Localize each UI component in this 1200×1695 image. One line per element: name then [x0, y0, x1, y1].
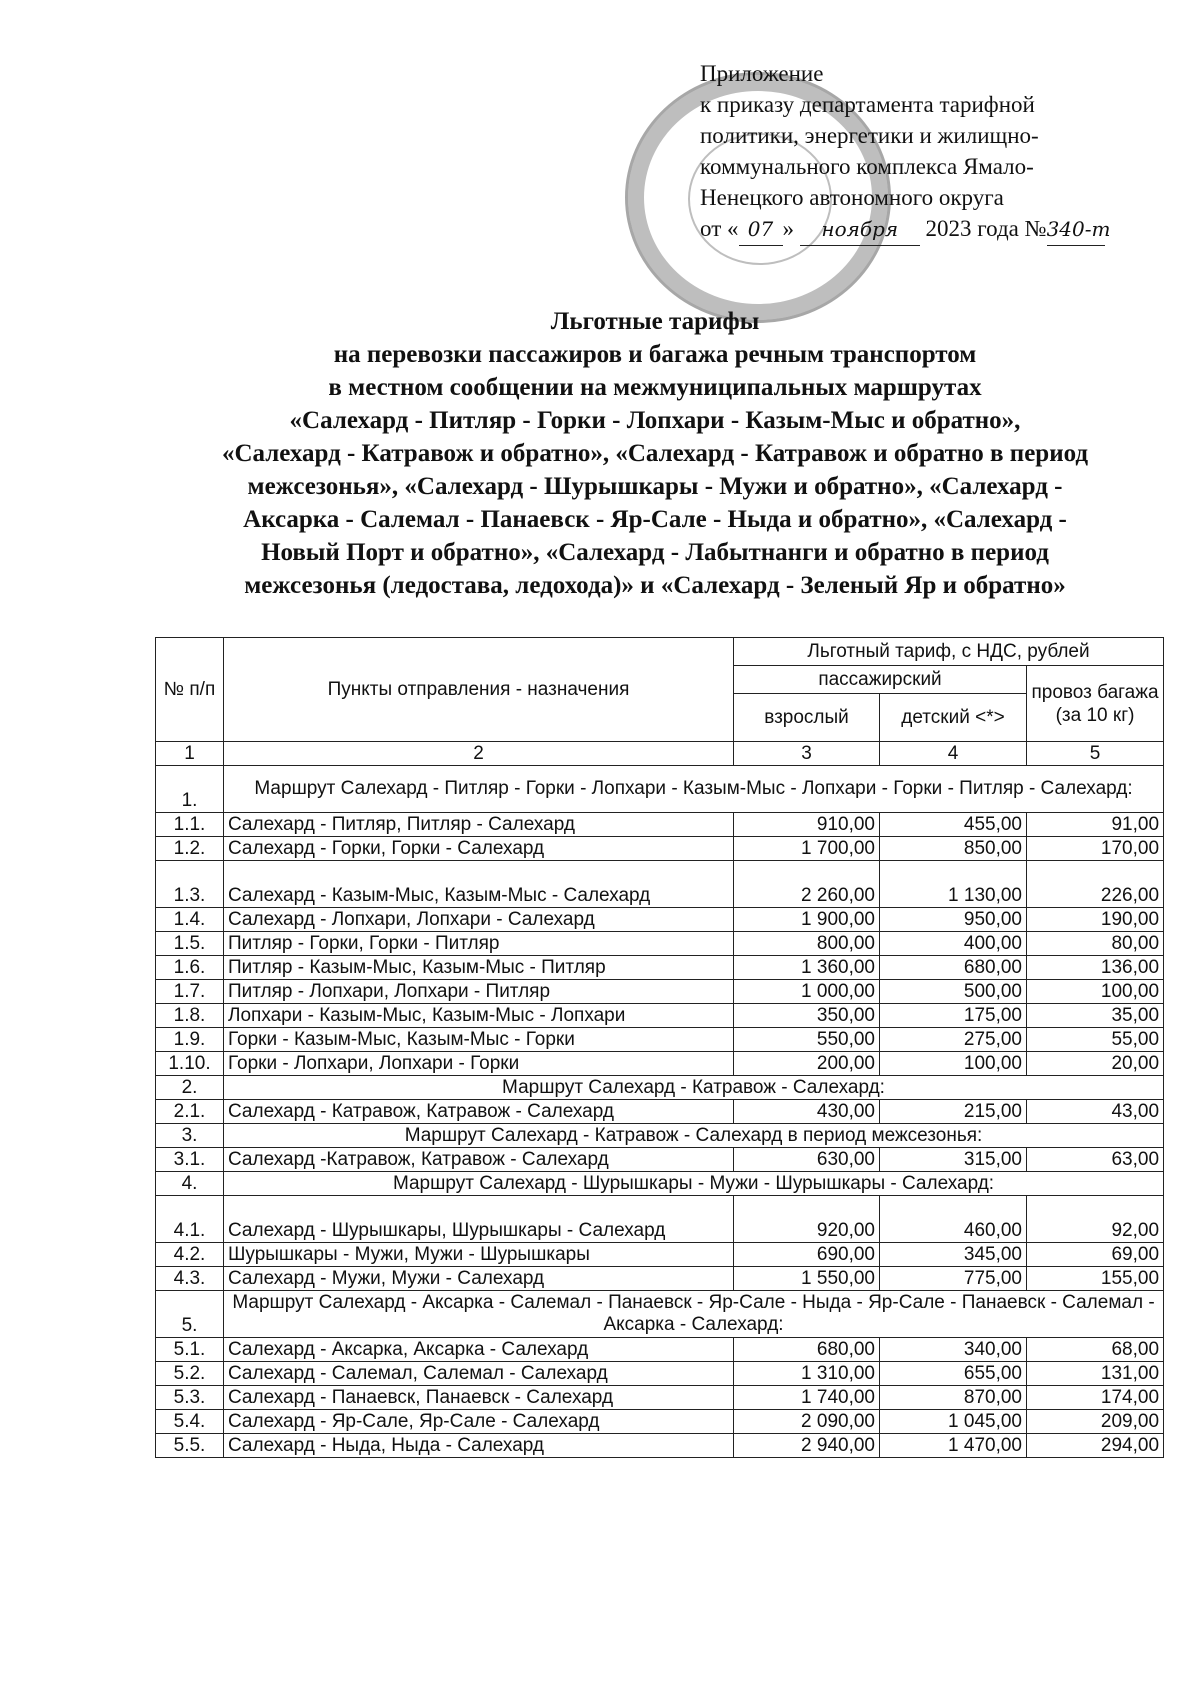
table-row: [156, 1052, 1164, 1076]
route-group-row: [156, 1124, 1164, 1148]
group-number: 1.: [156, 766, 224, 813]
table-row: [156, 1148, 1164, 1172]
route-name: Лопхари - Казым-Мыс, Казым-Мыс - Лопхари: [224, 1004, 734, 1028]
row-number: 1.8.: [156, 1004, 224, 1028]
adult-fare: 1 700,00: [734, 837, 880, 861]
adult-fare: 200,00: [734, 1052, 880, 1076]
adult-fare: 1 000,00: [734, 980, 880, 1004]
baggage-fare: 35,00: [1027, 1004, 1164, 1028]
adult-fare: 910,00: [734, 813, 880, 837]
adult-fare: 2 940,00: [734, 1434, 880, 1458]
row-number: 1.4.: [156, 908, 224, 932]
table-row: [156, 1386, 1164, 1410]
column-index: 4: [880, 742, 1027, 766]
title-line: Новый Порт и обратно», «Салехард - Лабытнанги и обратно в период: [261, 539, 1049, 566]
appendix-line: к приказу департамента тарифной: [700, 92, 1035, 117]
baggage-fare: 100,00: [1027, 980, 1164, 1004]
table-body: [156, 766, 1164, 1458]
route-name: Горки - Лопхари, Лопхари - Горки: [224, 1052, 734, 1076]
row-number: 1.6.: [156, 956, 224, 980]
title-line: «Салехард - Катравож и обратно», «Салехард - Катравож и обратно в период: [221, 440, 1089, 467]
child-fare: 455,00: [880, 813, 1027, 837]
table-row: [156, 1434, 1164, 1458]
adult-fare: 550,00: [734, 1028, 880, 1052]
row-number: 1.9.: [156, 1028, 224, 1052]
route-name: Салехард - Питляр, Питляр - Салехард: [224, 813, 734, 837]
baggage-fare: 55,00: [1027, 1028, 1164, 1052]
route-name: Салехард - Казым-Мыс, Казым-Мыс - Салехард: [224, 861, 734, 908]
column-index: 3: [734, 742, 880, 766]
route-name: Салехард - Панаевск, Панаевск - Салехард: [224, 1386, 734, 1410]
baggage-fare: 91,00: [1027, 813, 1164, 837]
child-fare: 680,00: [880, 956, 1027, 980]
route-name: Салехард - Яр-Сале, Яр-Сале - Салехард: [224, 1410, 734, 1434]
group-title: Маршрут Салехард - Катравож - Салехард:: [224, 1076, 1164, 1100]
appendix-date-line: [700, 213, 1160, 246]
row-number: 1.7.: [156, 980, 224, 1004]
route-group-row: [156, 766, 1164, 813]
table-row: [156, 932, 1164, 956]
column-index: 1: [156, 742, 224, 766]
child-fare: 950,00: [880, 908, 1027, 932]
child-fare: 400,00: [880, 932, 1027, 956]
child-fare: 275,00: [880, 1028, 1027, 1052]
adult-fare: 630,00: [734, 1148, 880, 1172]
baggage-fare: 80,00: [1027, 932, 1164, 956]
adult-fare: 1 360,00: [734, 956, 880, 980]
appendix-line: Ненецкого автономного округа: [700, 185, 1004, 210]
row-number: 1.2.: [156, 837, 224, 861]
title-line: межсезонья», «Салехард - Шурышкары - Мужи и обратно», «Салехард -: [247, 473, 1063, 500]
baggage-fare: 136,00: [1027, 956, 1164, 980]
route-name: Питляр - Горки, Горки - Питляр: [224, 932, 734, 956]
row-number: 5.1.: [156, 1338, 224, 1362]
baggage-fare: 155,00: [1027, 1267, 1164, 1291]
row-number: 5.5.: [156, 1434, 224, 1458]
row-number: 1.3.: [156, 861, 224, 908]
header-passenger: пассажирский: [734, 666, 1027, 694]
appendix-line: политики, энергетики и жилищно-: [700, 123, 1039, 148]
group-title: Маршрут Салехард - Катравож - Салехард в период межсезонья:: [224, 1124, 1164, 1148]
order-month: ноября: [800, 214, 920, 246]
row-number: 4.1.: [156, 1196, 224, 1243]
table-row: [156, 1028, 1164, 1052]
table-row: [156, 1004, 1164, 1028]
adult-fare: 350,00: [734, 1004, 880, 1028]
column-index: 5: [1027, 742, 1164, 766]
table-row: [156, 1100, 1164, 1124]
header-tariff: Льготный тариф, с НДС, рублей: [734, 638, 1164, 666]
route-name: Салехард - Салемал, Салемал - Салехард: [224, 1362, 734, 1386]
route-name: Питляр - Лопхари, Лопхари - Питляр: [224, 980, 734, 1004]
child-fare: 1 045,00: [880, 1410, 1027, 1434]
route-name: Салехард - Лопхари, Лопхари - Салехард: [224, 908, 734, 932]
child-fare: 1 470,00: [880, 1434, 1027, 1458]
group-title: Маршрут Салехард - Шурышкары - Мужи - Шурышкары - Салехард:: [224, 1172, 1164, 1196]
row-number: 5.2.: [156, 1362, 224, 1386]
child-fare: 100,00: [880, 1052, 1027, 1076]
adult-fare: 2 090,00: [734, 1410, 880, 1434]
child-fare: 500,00: [880, 980, 1027, 1004]
column-index-row: [156, 742, 1164, 766]
title-line: «Салехард - Питляр - Горки - Лопхари - Казым-Мыс и обратно»,: [289, 407, 1021, 434]
group-number: 4.: [156, 1172, 224, 1196]
title-line: Льготные тарифы: [550, 308, 760, 335]
baggage-fare: 69,00: [1027, 1243, 1164, 1267]
table-header: [156, 638, 1164, 766]
group-number: 2.: [156, 1076, 224, 1100]
row-number: 1.1.: [156, 813, 224, 837]
table-row: [156, 956, 1164, 980]
order-day: 07: [739, 214, 783, 246]
route-group-row: [156, 1076, 1164, 1100]
title-line: в местном сообщении на межмуниципальных маршрутах: [328, 374, 982, 401]
group-number: 3.: [156, 1124, 224, 1148]
adult-fare: 800,00: [734, 932, 880, 956]
baggage-fare: 92,00: [1027, 1196, 1164, 1243]
group-number: 5.: [156, 1291, 224, 1338]
header-adult: взрослый: [734, 694, 880, 742]
adult-fare: 1 900,00: [734, 908, 880, 932]
child-fare: 850,00: [880, 837, 1027, 861]
table-row: [156, 980, 1164, 1004]
column-index: 2: [224, 742, 734, 766]
appendix-line: коммунального комплекса Ямало-: [700, 154, 1034, 179]
title-line: на перевозки пассажиров и багажа речным транспортом: [333, 341, 977, 368]
baggage-fare: 170,00: [1027, 837, 1164, 861]
row-number: 1.10.: [156, 1052, 224, 1076]
baggage-fare: 174,00: [1027, 1386, 1164, 1410]
table-row: [156, 1243, 1164, 1267]
child-fare: 775,00: [880, 1267, 1027, 1291]
child-fare: 460,00: [880, 1196, 1027, 1243]
baggage-fare: 43,00: [1027, 1100, 1164, 1124]
order-number: 340-т: [1047, 214, 1105, 246]
order-year: 2023 года №: [925, 216, 1047, 241]
adult-fare: 1 310,00: [734, 1362, 880, 1386]
table-row: [156, 813, 1164, 837]
route-name: Горки - Казым-Мыс, Казым-Мыс - Горки: [224, 1028, 734, 1052]
adult-fare: 920,00: [734, 1196, 880, 1243]
baggage-fare: 294,00: [1027, 1434, 1164, 1458]
title-line: межсезонья (ледостава, ледохода)» и «Салехард - Зеленый Яр и обратно»: [244, 572, 1066, 599]
child-fare: 345,00: [880, 1243, 1027, 1267]
route-name: Салехард - Ныда, Ныда - Салехард: [224, 1434, 734, 1458]
group-title: Маршрут Салехард - Аксарка - Салемал - Панаевск - Яр-Сале - Ныда - Яр-Сале - Панаевск - Салемал - Аксарка - Салехард:: [224, 1291, 1164, 1338]
table-row: [156, 1362, 1164, 1386]
table-row: [156, 908, 1164, 932]
baggage-fare: 190,00: [1027, 908, 1164, 932]
row-number: 5.3.: [156, 1386, 224, 1410]
table-row: [156, 1410, 1164, 1434]
baggage-fare: 131,00: [1027, 1362, 1164, 1386]
row-number: 4.2.: [156, 1243, 224, 1267]
adult-fare: 1 550,00: [734, 1267, 880, 1291]
route-name: Шурышкары - Мужи, Мужи - Шурышкары: [224, 1243, 734, 1267]
table-row: [156, 1267, 1164, 1291]
route-name: Салехард - Мужи, Мужи - Салехард: [224, 1267, 734, 1291]
table-row: [156, 837, 1164, 861]
date-mid: »: [782, 216, 794, 241]
header-child: детский <*>: [880, 694, 1027, 742]
baggage-fare: 68,00: [1027, 1338, 1164, 1362]
child-fare: 315,00: [880, 1148, 1027, 1172]
header-baggage: провоз багажа (за 10 кг): [1027, 666, 1164, 742]
tariff-table: [155, 637, 1164, 1458]
document-title: [140, 305, 1170, 602]
route-name: Салехард - Катравож, Катравож - Салехард: [224, 1100, 734, 1124]
header-num: № п/п: [156, 638, 224, 742]
adult-fare: 430,00: [734, 1100, 880, 1124]
baggage-fare: 20,00: [1027, 1052, 1164, 1076]
title-line: Аксарка - Салемал - Панаевск - Яр-Сале - Ныда и обратно», «Салехард -: [243, 506, 1067, 533]
baggage-fare: 209,00: [1027, 1410, 1164, 1434]
row-number: 4.3.: [156, 1267, 224, 1291]
row-number: 5.4.: [156, 1410, 224, 1434]
child-fare: 215,00: [880, 1100, 1027, 1124]
child-fare: 655,00: [880, 1362, 1027, 1386]
table-row: [156, 861, 1164, 908]
route-name: Салехард - Горки, Горки - Салехард: [224, 837, 734, 861]
route-name: Питляр - Казым-Мыс, Казым-Мыс - Питляр: [224, 956, 734, 980]
route-name: Салехард -Катравож, Катравож - Салехард: [224, 1148, 734, 1172]
date-prefix: от «: [700, 216, 739, 241]
baggage-fare: 63,00: [1027, 1148, 1164, 1172]
adult-fare: 690,00: [734, 1243, 880, 1267]
adult-fare: 2 260,00: [734, 861, 880, 908]
appendix-line: Приложение: [700, 61, 824, 86]
group-title: Маршрут Салехард - Питляр - Горки - Лопхари - Казым-Мыс - Лопхари - Горки - Питляр - Салехард:: [224, 766, 1164, 813]
baggage-fare: 226,00: [1027, 861, 1164, 908]
table-row: [156, 1196, 1164, 1243]
row-number: 2.1.: [156, 1100, 224, 1124]
route-group-row: [156, 1291, 1164, 1338]
child-fare: 175,00: [880, 1004, 1027, 1028]
adult-fare: 680,00: [734, 1338, 880, 1362]
row-number: 1.5.: [156, 932, 224, 956]
route-name: Салехард - Аксарка, Аксарка - Салехард: [224, 1338, 734, 1362]
child-fare: 1 130,00: [880, 861, 1027, 908]
route-group-row: [156, 1172, 1164, 1196]
appendix-header: [700, 58, 1160, 246]
table-row: [156, 1338, 1164, 1362]
child-fare: 870,00: [880, 1386, 1027, 1410]
header-points: Пункты отправления - назначения: [224, 638, 734, 742]
route-name: Салехард - Шурышкары, Шурышкары - Салехард: [224, 1196, 734, 1243]
adult-fare: 1 740,00: [734, 1386, 880, 1410]
row-number: 3.1.: [156, 1148, 224, 1172]
child-fare: 340,00: [880, 1338, 1027, 1362]
